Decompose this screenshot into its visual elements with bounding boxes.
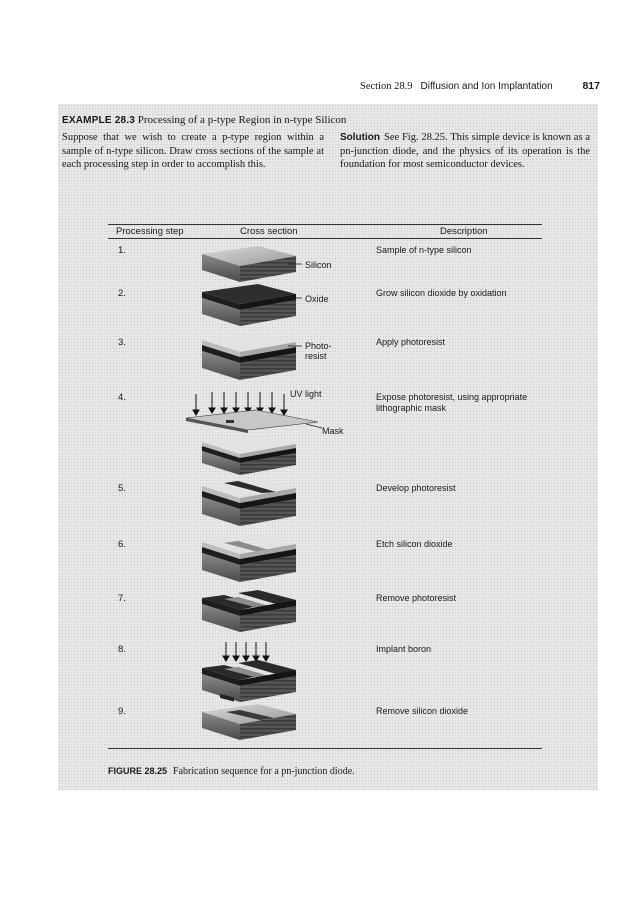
step-description-9: Remove silicon dioxide	[376, 706, 469, 716]
page-number: 817	[582, 80, 600, 92]
step-description-2: Grow silicon dioxide by oxidation	[376, 288, 507, 298]
figure-header-rule	[108, 238, 542, 239]
cross-section-9	[198, 704, 308, 744]
figure-top-rule	[108, 224, 542, 225]
solution-text	[340, 131, 590, 172]
step-description-3: Apply photoresist	[376, 337, 446, 347]
solution-label: Solution	[340, 132, 380, 143]
step-number-7: 7.	[118, 593, 126, 604]
step-number-5: 5.	[118, 483, 126, 494]
step-number-8: 8.	[118, 644, 126, 655]
step-number-4: 4.	[118, 392, 126, 403]
cross-section-3	[198, 332, 308, 384]
step-description-4: Expose photoresist, using appropriate lithographic mask	[376, 392, 528, 413]
cross-section-8	[198, 640, 308, 704]
step-number-1: 1.	[118, 245, 126, 256]
header-processing-step: Processing step	[116, 226, 184, 237]
header-description: Description	[440, 226, 488, 237]
step-number-2: 2.	[118, 288, 126, 299]
cross-section-7	[198, 590, 308, 636]
label-silicon: Silicon	[305, 260, 332, 270]
cross-section-2	[198, 284, 308, 330]
section-title: Diffusion and Ion Implantation	[420, 81, 553, 92]
step-number-6: 6.	[118, 539, 126, 550]
label-photoresist-line2: resist	[305, 351, 327, 361]
step-number-9: 9.	[118, 706, 126, 717]
solution-body: See Fig. 28.25. This simple device is known as a pn-junction diode, and the physics of its operation is the foundation for most semiconductor devices.	[340, 132, 590, 170]
label-oxide: Oxide	[305, 294, 329, 304]
step-description-7: Remove photoresist	[376, 593, 457, 603]
step-description-8: Implant boron	[376, 644, 432, 654]
step-description-1: Sample of n-type silicon	[376, 245, 472, 255]
header-cross-section: Cross section	[240, 226, 298, 237]
example-heading	[62, 114, 582, 126]
cross-section-1	[198, 246, 308, 286]
cross-section-6	[198, 534, 308, 586]
figure-caption-text: Fabrication sequence for a pn-junction diode.	[173, 766, 355, 777]
step-number-3: 3.	[118, 337, 126, 348]
cross-section-5	[198, 478, 308, 530]
section-number: Section 28.9	[360, 81, 413, 92]
step-description-6: Etch silicon dioxide	[376, 539, 453, 549]
figure-caption	[108, 766, 355, 777]
example-title: Processing of a p-type Region in n-type Silicon	[137, 114, 347, 126]
figure-label: FIGURE 28.25	[108, 766, 168, 776]
step-description-5: Develop photoresist	[376, 483, 456, 493]
example-panel	[58, 104, 598, 790]
problem-text: Suppose that we wish to create a p-type region within a sample of n-type silicon. Draw cross sections of the sample at each processing step in order to accomplish this.	[62, 132, 324, 170]
label-photoresist	[305, 341, 332, 361]
example-label: EXAMPLE 28.3	[62, 115, 135, 126]
label-uv-light: UV light	[290, 389, 322, 399]
cross-section-4	[186, 388, 326, 476]
label-mask: Mask	[322, 426, 344, 436]
figure-bottom-rule	[108, 748, 542, 749]
running-head	[360, 80, 600, 92]
label-photoresist-line1: Photo-	[305, 341, 332, 351]
